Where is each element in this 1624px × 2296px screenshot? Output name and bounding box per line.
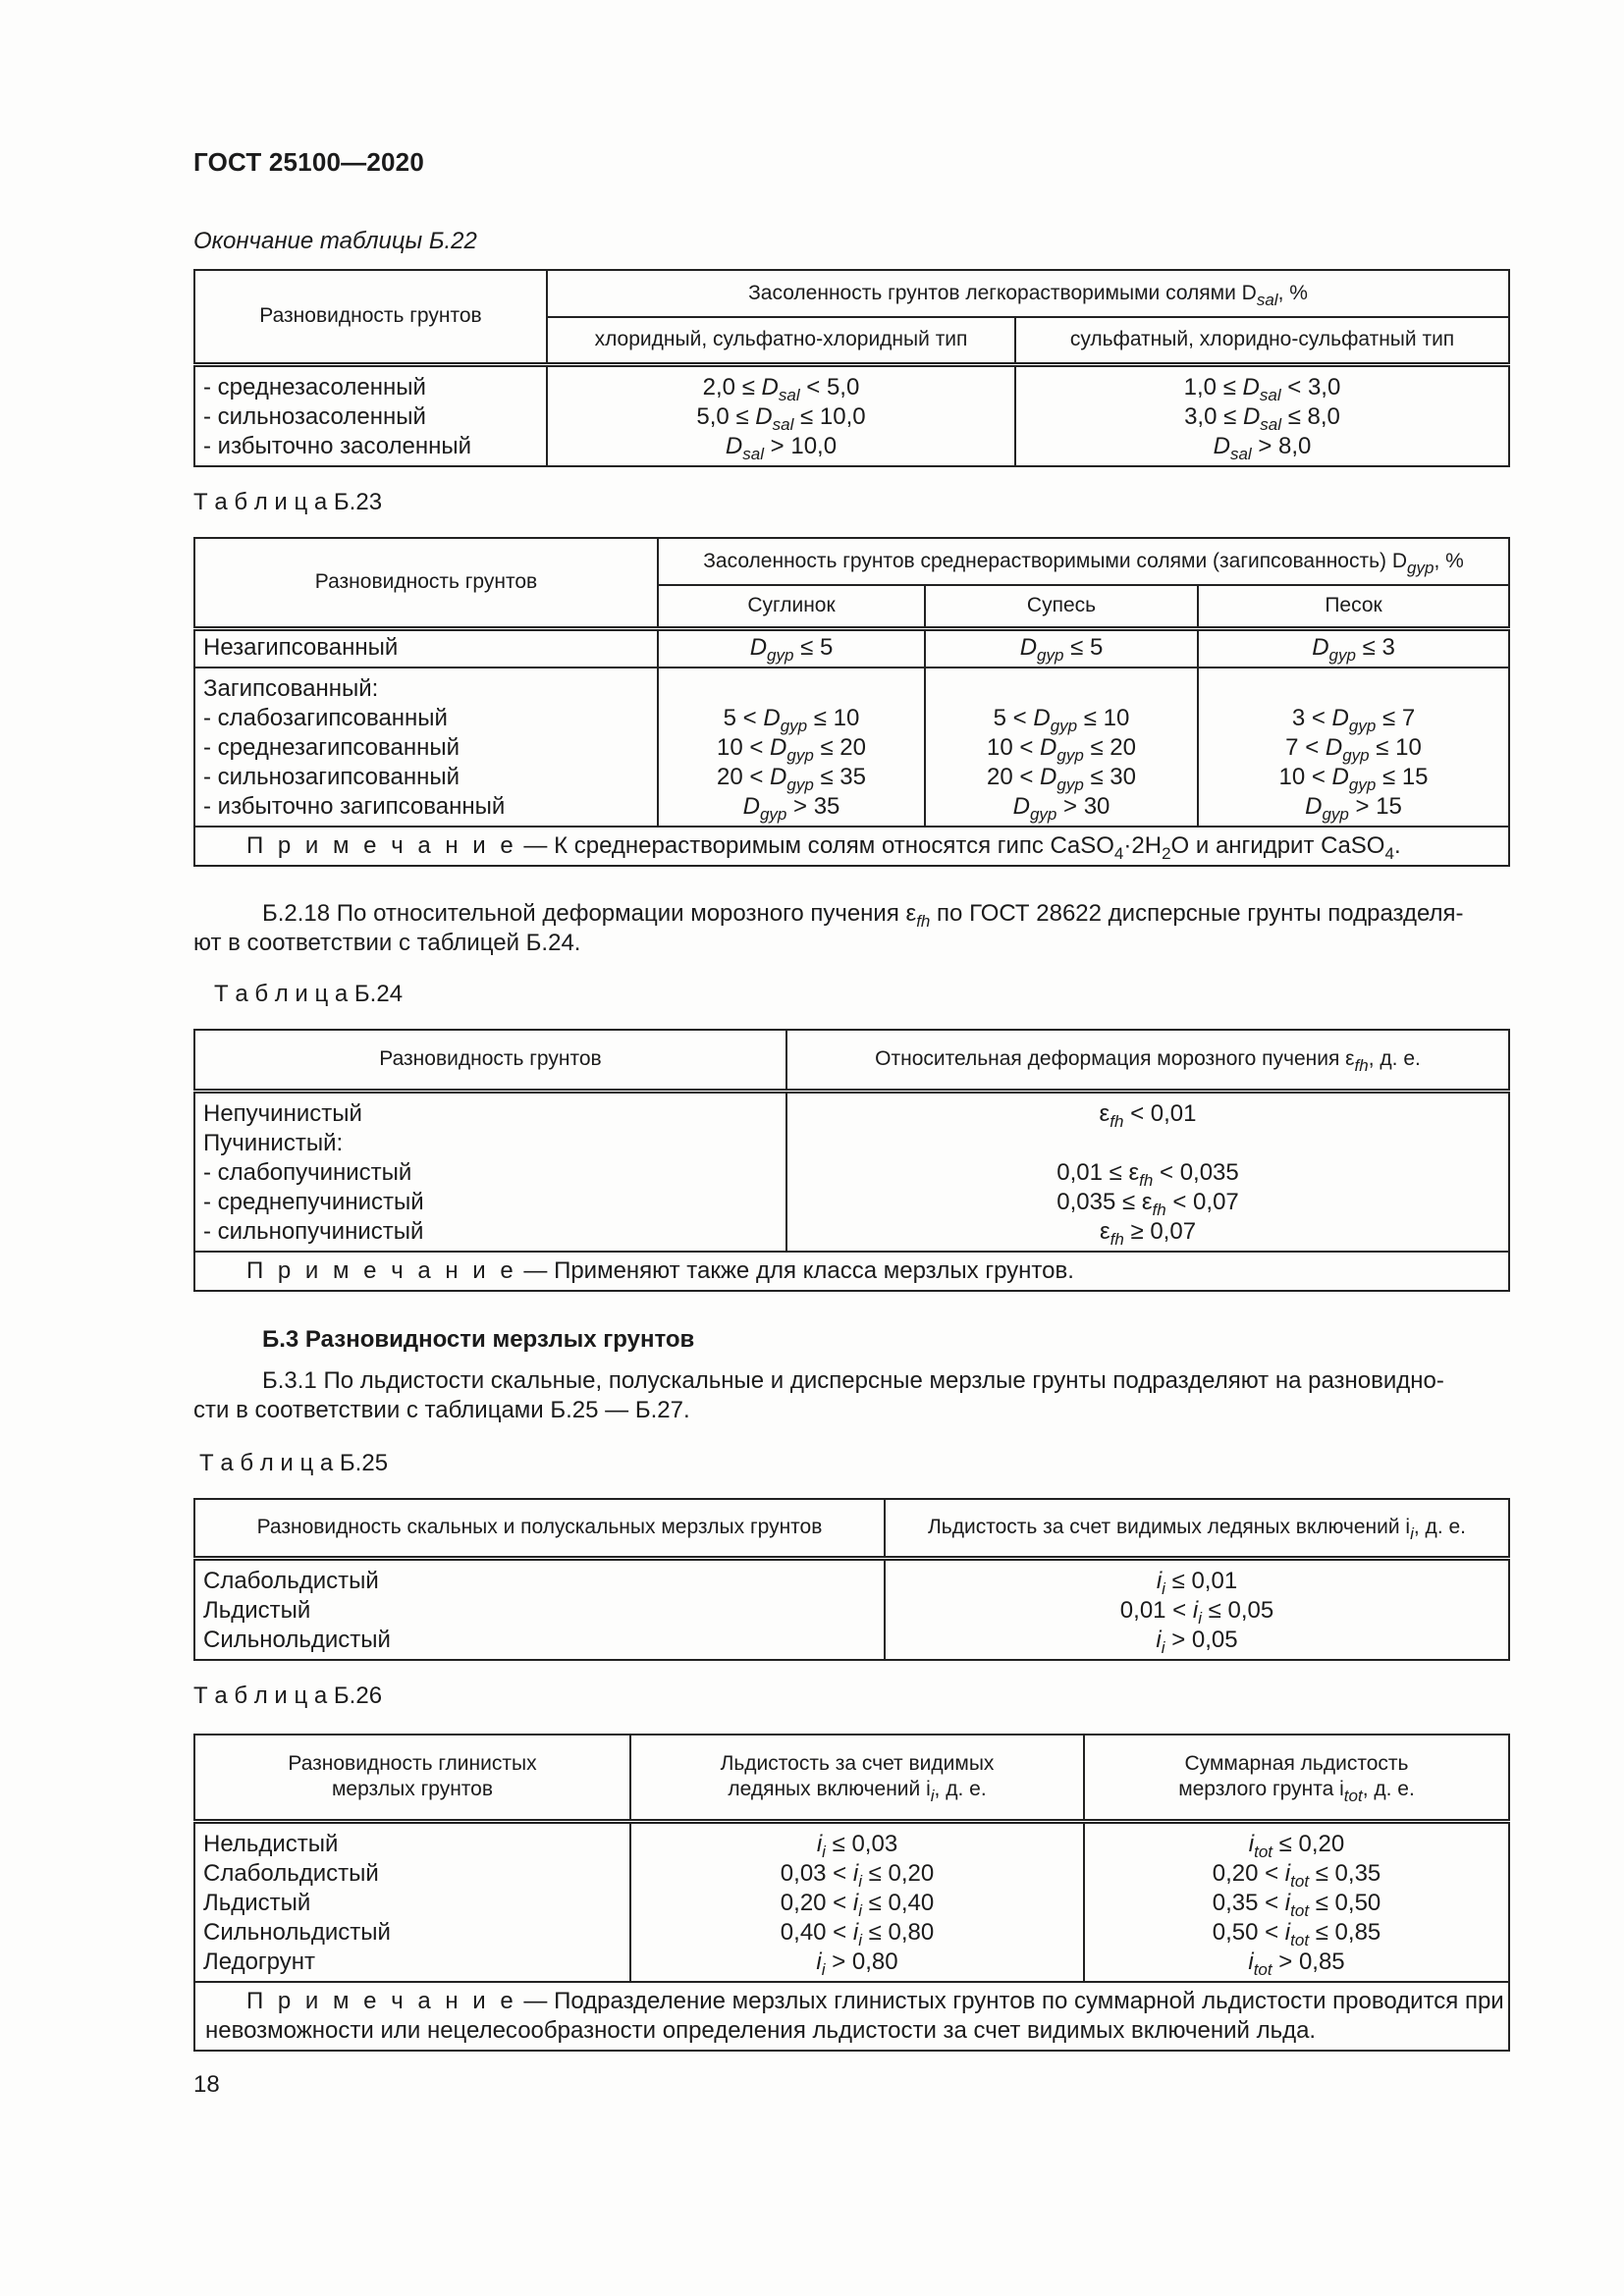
b22-sulfate-cell: $1,0 \le D_{sal} < 3,0$ $3,0 \le D_{sal} \le 8,0$ $D_{sal} > 8,0$ xyxy=(1015,364,1509,466)
b22-col-chloride: хлоридный, сульфатно-хлоридный тип xyxy=(547,317,1015,364)
b26-col-ice: Льдистость за счет видимых ледяных включений $i_i$, д. е. xyxy=(630,1735,1084,1821)
paragraph-b2-18: Б.2.18 По относительной деформации морозного пучения $\varepsilon_{fh}$ по ГОСТ 28622 дисперсные грунты подразделя- ют в соответствии с таблицей Б.24. xyxy=(193,900,1464,956)
document-header: ГОСТ 25100—2020 xyxy=(193,147,424,177)
b22-row-name: - сильнозасоленный xyxy=(203,402,426,430)
table-b22-caption: Окончание таблицы Б.22 xyxy=(193,228,477,254)
b23-col-sandyloam: Супесь xyxy=(925,585,1198,628)
b26-col-total: Суммарная льдистость мерзлого грунта $i_{tot}$, д. е. xyxy=(1084,1735,1509,1821)
table-b24 xyxy=(193,1029,1510,1292)
b23-col-loam: Суглинок xyxy=(658,585,925,628)
b22-col-sulfate: сульфатный, хлоридно-сульфатный тип xyxy=(1015,317,1509,364)
b26-note: П р и м е ч а н и е — Подразделение мерзлых глинистых грунтов по суммарной льдистости проводится при невозможности или нецелесообразности определения льдистости за счет видимых включений льда. xyxy=(194,1982,1509,2051)
b23-col-variety: Разновидность грунтов xyxy=(194,538,658,628)
b22-col-group: Засоленность грунтов легкорастворимыми солями $D_{sal}$, % xyxy=(547,270,1509,317)
section-b3-title: Б.3 Разновидности мерзлых грунтов xyxy=(262,1326,695,1353)
b23-row1-sand: $D_{gyp} \le 3$ xyxy=(1198,628,1509,667)
b22-row-name: - избыточно засоленный xyxy=(203,432,472,459)
table-b25-caption: Т а б л и ц а Б.25 xyxy=(199,1450,389,1476)
table-b26-caption: Т а б л и ц а Б.26 xyxy=(193,1682,383,1709)
b23-row2-loam: $5 < D_{gyp} \le 10$ $10 < D_{gyp} \le 20$ $20 < D_{gyp} \le 35$ $D_{gyp} > 35$ xyxy=(658,667,925,827)
b22-col-variety: Разновидность грунтов xyxy=(194,270,547,364)
b23-note: П р и м е ч а н и е — К среднерастворимым солям относятся гипс $CaSO_4\cdot 2H_2O$ и ангидрит CaSO$_4$. xyxy=(194,827,1509,866)
b25-values-cell: $i_i \le 0,01$ $0,01 < i_i \le 0,05$ $i_i > 0,05$ xyxy=(885,1558,1509,1660)
b26-total-cell: $i_{tot} \le 0,20$ $0,20 < i_{tot} \le 0,35$ $0,35 < i_{tot} \le 0,50$ $0,50 < i_{tot} \le 0,85$ $i_{tot} > 0,85$ xyxy=(1084,1821,1509,1982)
table-b22 xyxy=(193,269,1510,467)
table-b24-caption: Т а б л и ц а Б.24 xyxy=(214,981,404,1007)
b23-row2-sandyloam: $5 < D_{gyp} \le 10$ $10 < D_{gyp} \le 20$ $20 < D_{gyp} \le 30$ $D_{gyp} > 30$ xyxy=(925,667,1198,827)
page-number: 18 xyxy=(193,2071,220,2098)
b26-col-variety: Разновидность глинистых мерзлых грунтов xyxy=(194,1735,630,1821)
table-b23 xyxy=(193,537,1510,867)
b24-col-variety: Разновидность грунтов xyxy=(194,1030,786,1091)
b26-names-cell: Нельдистый Слабольдистый Льдистый Сильнольдистый Ледогрунт xyxy=(194,1821,630,1982)
b25-col-variety: Разновидность скальных и полускальных мерзлых грунтов xyxy=(194,1499,885,1558)
b23-row2-sand: $3 < D_{gyp} \le 7$ $7 < D_{gyp} \le 10$ $10 < D_{gyp} \le 15$ $D_{gyp} > 15$ xyxy=(1198,667,1509,827)
b25-names-cell: Слабольдистый Льдистый Сильнольдистый xyxy=(194,1558,885,1660)
table-b23-caption: Т а б л и ц а Б.23 xyxy=(193,489,383,515)
b23-row1-sandyloam: $D_{gyp} \le 5$ xyxy=(925,628,1198,667)
b26-ice-cell: $i_i \le 0,03$ $0,03 < i_i \le 0,20$ $0,20 < i_i \le 0,40$ $0,40 < i_i \le 0,80$ $i_i > 0,80$ xyxy=(630,1821,1084,1982)
b24-col-value: Относительная деформация морозного пучения $\varepsilon_{fh}$, д. е. xyxy=(786,1030,1509,1091)
b22-row-name: - среднезасоленный xyxy=(203,373,426,400)
b25-col-value: Льдистость за счет видимых ледяных включений $i_i$, д. е. xyxy=(885,1499,1509,1558)
b23-col-group: Засоленность грунтов среднерастворимыми солями (загипсованность) $D_{gyp}$, % xyxy=(658,538,1509,585)
b24-names-cell: Непучинистый Пучинистый: - слабопучинистый - среднепучинистый - сильнопучинистый xyxy=(194,1091,786,1252)
b24-values-cell: $\varepsilon_{fh} < 0,01$ $0,01 \le \varepsilon_{fh} < 0,035$ $0,035 \le \varepsilon_{fh} < 0,07$ $\varepsilon_{fh} \ge 0,07$ xyxy=(786,1091,1509,1252)
table-b26 xyxy=(193,1734,1510,2052)
b22-names-cell xyxy=(194,364,547,466)
b23-col-sand: Песок xyxy=(1198,585,1509,628)
b23-row1-loam: $D_{gyp} \le 5$ xyxy=(658,628,925,667)
b23-row2-names: Загипсованный: - слабозагипсованный - среднезагипсованный - сильнозагипсованный - избыточно загипсованный xyxy=(194,667,658,827)
b23-row1-name: Незагипсованный xyxy=(194,628,658,667)
paragraph-b3-1: Б.3.1 По льдистости скальные, полускальные и дисперсные мерзлые грунты подразделяют на разновидно- сти в соответствии с таблицами Б.25 — Б.27. xyxy=(193,1367,1444,1423)
b24-note: П р и м е ч а н и е — Применяют также для класса мерзлых грунтов. xyxy=(194,1252,1509,1291)
b22-chloride-cell: $2,0 \le D_{sal} < 5,0$ $5,0 \le D_{sal} \le 10,0$ $D_{sal} > 10,0$ xyxy=(547,364,1015,466)
table-b25 xyxy=(193,1498,1510,1661)
